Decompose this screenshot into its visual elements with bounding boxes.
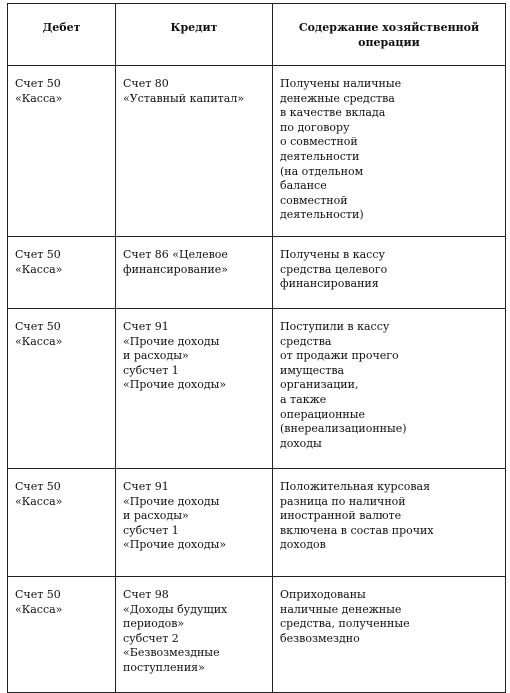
- debit-line: Счет 50: [15, 588, 61, 601]
- debit-line: «Касса»: [15, 494, 63, 508]
- content-line: разница по наличной: [280, 494, 406, 508]
- header-debit: Дебет: [8, 4, 116, 66]
- content-line: совместной: [280, 193, 348, 207]
- content-line: наличные денежные: [280, 602, 402, 616]
- debit-line: «Касса»: [15, 602, 63, 616]
- content-line: имущества: [280, 363, 345, 377]
- cell-debit: [8, 309, 116, 469]
- content-line: финансирования: [280, 277, 379, 291]
- header-content: [273, 4, 506, 66]
- debit-line: «Касса»: [15, 91, 63, 105]
- content-line: безвозмездно: [280, 631, 360, 645]
- cell-content: [273, 309, 506, 469]
- cell-credit: [116, 577, 273, 693]
- cell-debit: [8, 577, 116, 693]
- cell-credit: [116, 309, 273, 469]
- table-row: [8, 66, 506, 237]
- content-line: Получены наличные: [280, 77, 402, 90]
- cell-credit: [116, 237, 273, 309]
- content-line: доходы: [280, 436, 322, 450]
- cell-content: [273, 66, 506, 237]
- content-line: деятельности): [280, 208, 364, 222]
- content-line: средства, полученные: [280, 617, 410, 631]
- credit-line: Счет 86 «Целевое: [123, 248, 228, 261]
- ledger-table: [7, 3, 506, 693]
- content-line: операционные: [280, 407, 366, 421]
- header-row: [8, 4, 506, 66]
- content-line: Поступили в кассу: [280, 320, 390, 333]
- credit-line: «Безвозмездные: [123, 646, 220, 660]
- credit-line: «Прочие доходы: [123, 494, 220, 508]
- credit-line: «Доходы будущих: [123, 602, 228, 616]
- table-body: [8, 66, 506, 693]
- credit-line: «Прочие доходы: [123, 334, 220, 348]
- cell-content: [273, 469, 506, 577]
- table-row: [8, 469, 506, 577]
- content-line: а также: [280, 392, 327, 406]
- cell-debit: [8, 66, 116, 237]
- table-row: [8, 577, 506, 693]
- credit-line: поступления»: [123, 660, 205, 674]
- cell-content: [273, 237, 506, 309]
- content-line: Положительная курсовая: [280, 480, 431, 493]
- content-line: Получены в кассу: [280, 248, 385, 261]
- cell-content: [273, 577, 506, 693]
- credit-line: «Прочие доходы»: [123, 538, 227, 552]
- cell-debit: [8, 469, 116, 577]
- credit-line: Счет 91: [123, 480, 169, 493]
- debit-line: Счет 50: [15, 480, 61, 493]
- debit-line: Счет 50: [15, 248, 61, 261]
- content-line: организации,: [280, 378, 359, 392]
- content-line: денежные средства: [280, 91, 395, 105]
- credit-line: финансирование»: [123, 262, 228, 276]
- content-line: о совместной: [280, 135, 358, 149]
- content-line: включена в состав прочих: [280, 523, 434, 537]
- header-content-line: Содержание хозяйственной: [298, 21, 480, 34]
- content-line: от продажи прочего: [280, 349, 399, 363]
- credit-line: Счет 80: [123, 77, 169, 90]
- header-content-line: операции: [358, 35, 420, 49]
- credit-line: субсчет 1: [123, 363, 179, 377]
- content-line: доходов: [280, 538, 326, 552]
- credit-line: Счет 98: [123, 588, 169, 601]
- credit-line: субсчет 1: [123, 523, 179, 537]
- content-line: средства целевого: [280, 262, 388, 276]
- credit-line: субсчет 2: [123, 631, 179, 645]
- content-line: иностранной валюте: [280, 509, 402, 523]
- credit-line: «Уставный капитал»: [123, 91, 245, 105]
- content-line: (внереализационные): [280, 422, 407, 436]
- content-line: Оприходованы: [280, 588, 366, 601]
- content-line: (на отдельном: [280, 164, 364, 178]
- debit-line: «Касса»: [15, 262, 63, 276]
- cell-debit: [8, 237, 116, 309]
- content-line: по договору: [280, 120, 350, 134]
- debit-line: «Касса»: [15, 334, 63, 348]
- debit-line: Счет 50: [15, 77, 61, 90]
- table-row: [8, 309, 506, 469]
- credit-line: и расходы»: [123, 349, 189, 363]
- header-credit: Кредит: [116, 4, 273, 66]
- credit-line: и расходы»: [123, 509, 189, 523]
- credit-line: периодов»: [123, 617, 185, 631]
- credit-line: «Прочие доходы»: [123, 378, 227, 392]
- content-line: деятельности: [280, 149, 360, 163]
- credit-line: Счет 91: [123, 320, 169, 333]
- content-line: балансе: [280, 179, 327, 193]
- cell-credit: [116, 66, 273, 237]
- content-line: средства: [280, 334, 332, 348]
- cell-credit: [116, 469, 273, 577]
- debit-line: Счет 50: [15, 320, 61, 333]
- content-line: в качестве вклада: [280, 106, 386, 120]
- table-row: [8, 237, 506, 309]
